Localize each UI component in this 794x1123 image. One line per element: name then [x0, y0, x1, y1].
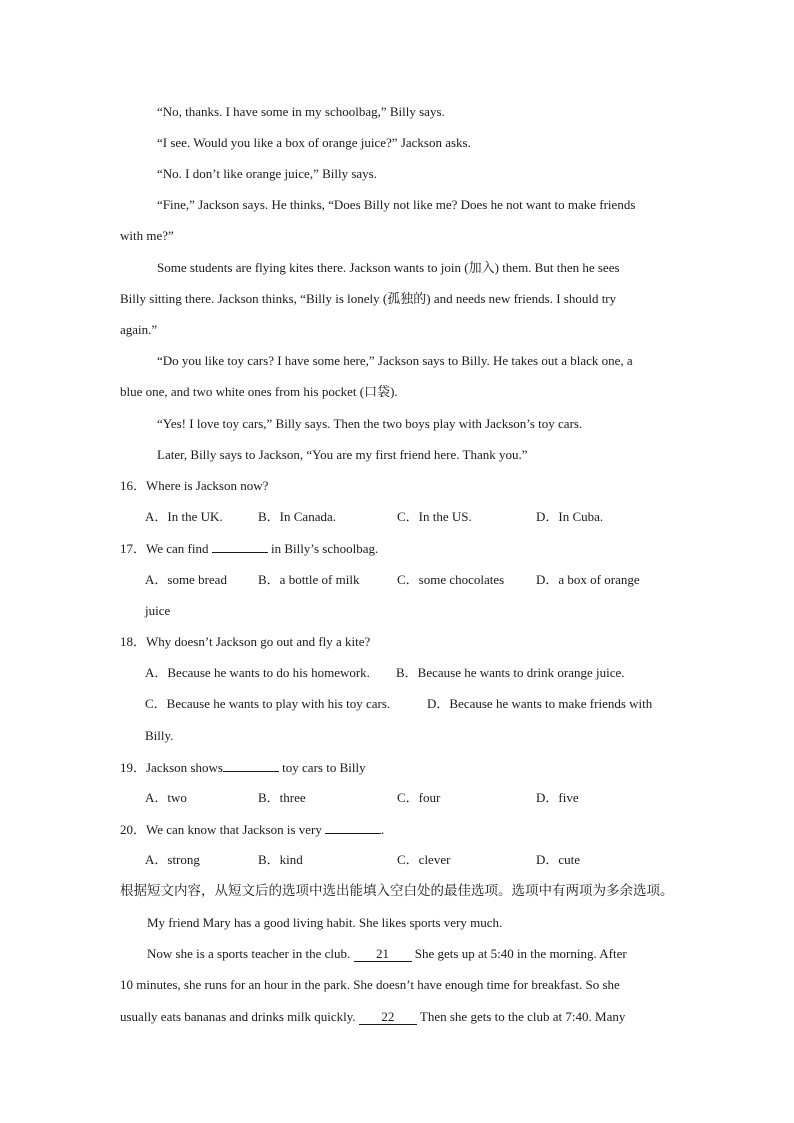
option-d: D．five: [536, 790, 579, 805]
passage-line: 10 minutes, she runs for an hour in the park. She doesn’t have enough time for breakfast. So she: [120, 977, 620, 992]
option-wrap: juice: [145, 603, 171, 618]
passage-line: “I see. Would you like a box of orange juice?” Jackson asks.: [157, 135, 471, 150]
question-17-options: [145, 572, 640, 588]
chinese-gloss: 加入: [468, 261, 495, 276]
passage-line: with me?”: [120, 228, 174, 243]
option-a: A．two: [145, 790, 187, 805]
option-b: B．three: [258, 790, 306, 805]
passage-line: “Yes! I love toy cars,” Billy says. Then the two boys play with Jackson’s toy cars.: [157, 416, 583, 431]
question-20-stem: [120, 821, 384, 838]
passage-line: [120, 384, 398, 401]
passage-line: My friend Mary has a good living habit. She likes sports very much.: [147, 915, 503, 930]
stem-text: 20．We can know that Jackson is very: [120, 822, 326, 837]
passage-line: “No. I don’t like orange juice,” Billy says.: [157, 166, 377, 181]
option-c: C．some chocolates: [397, 572, 505, 587]
option-d: D．In Cuba.: [536, 509, 604, 524]
passage-text: ).: [390, 384, 398, 399]
passage-line: [120, 291, 616, 308]
answer-blank-21: 21: [354, 947, 412, 962]
question-18-stem: 18．Why doesn’t Jackson go out and fly a kite?: [120, 634, 371, 649]
passage-line: “Fine,” Jackson says. He thinks, “Does Billy not like me? Does he not want to make friends: [157, 197, 636, 212]
question-17-stem: [120, 540, 378, 557]
stem-text: in Billy’s schoolbag.: [267, 541, 379, 556]
option-c: C．Because he wants to play with his toy cars.: [145, 696, 391, 711]
question-20-options: [145, 852, 580, 868]
stem-text: 19．Jackson shows: [120, 760, 223, 775]
passage-text: blue one, and two white ones from his pocket (: [120, 384, 365, 399]
passage-line: [157, 260, 620, 277]
stem-text: 17．We can find: [120, 541, 212, 556]
option-a: A．Because he wants to do his homework.: [145, 665, 370, 680]
answer-blank: [212, 540, 268, 553]
answer-blank-22: 22: [359, 1010, 417, 1025]
question-19-options: [145, 790, 579, 806]
passage-text: ) them. But then he sees: [494, 260, 620, 275]
option-a: A．some bread: [145, 572, 227, 587]
passage-line: Later, Billy says to Jackson, “You are my first friend here. Thank you.”: [157, 447, 528, 462]
option-c: C．clever: [397, 852, 451, 867]
passage-text: Some students are flying kites there. Jackson wants to join (: [157, 260, 469, 275]
option-d: D．Because he wants to make friends with: [427, 696, 653, 711]
passage-text: She gets up at 5:40 in the morning. After: [411, 946, 627, 961]
option-a: A．In the UK.: [145, 509, 223, 524]
passage-line: “Do you like toy cars? I have some here,” Jackson says to Billy. He takes out a black one, a: [157, 353, 633, 368]
question-18-options-row2: [145, 696, 652, 712]
question-16-stem: 16．Where is Jackson now?: [120, 478, 269, 493]
question-16-options: [145, 509, 603, 525]
passage-text: Billy sitting there. Jackson thinks, “Billy is lonely (: [120, 291, 388, 306]
answer-blank: [223, 759, 279, 772]
question-18-options-row1: [145, 665, 625, 681]
option-c: C．In the US.: [397, 509, 472, 524]
option-a: A．strong: [145, 852, 200, 867]
option-d: D．cute: [536, 852, 581, 867]
stem-text: .: [381, 822, 385, 837]
option-d: D．a box of orange: [536, 572, 640, 587]
question-19-stem: [120, 759, 366, 776]
option-b: B．a bottle of milk: [258, 572, 360, 587]
answer-blank: [325, 821, 381, 834]
passage-line: “No, thanks. I have some in my schoolbag,” Billy says.: [157, 104, 445, 119]
chinese-gloss: 孤独的: [387, 292, 427, 307]
passage-line: again.”: [120, 322, 158, 337]
passage-line: [147, 946, 627, 962]
option-b: B．In Canada.: [258, 509, 336, 524]
passage-text: ) and needs new friends. I should try: [426, 291, 617, 306]
option-b: B．kind: [258, 852, 303, 867]
section-instruction: 根据短文内容，从短文后的选项中选出能填入空白处的最佳选项。选项中有两项为多余选项。: [120, 883, 674, 899]
passage-text: usually eats bananas and drinks milk quickly.: [120, 1009, 359, 1024]
option-c: C．four: [397, 790, 441, 805]
option-b: B．Because he wants to drink orange juice.: [396, 665, 625, 680]
stem-text: toy cars to Billy: [278, 760, 366, 775]
passage-line: [120, 1009, 625, 1025]
passage-text: Then she gets to the club at 7:40. Many: [416, 1009, 626, 1024]
passage-text: Now she is a sports teacher in the club.: [147, 946, 354, 961]
chinese-gloss: 口袋: [364, 385, 391, 400]
option-wrap: Billy.: [145, 728, 174, 743]
